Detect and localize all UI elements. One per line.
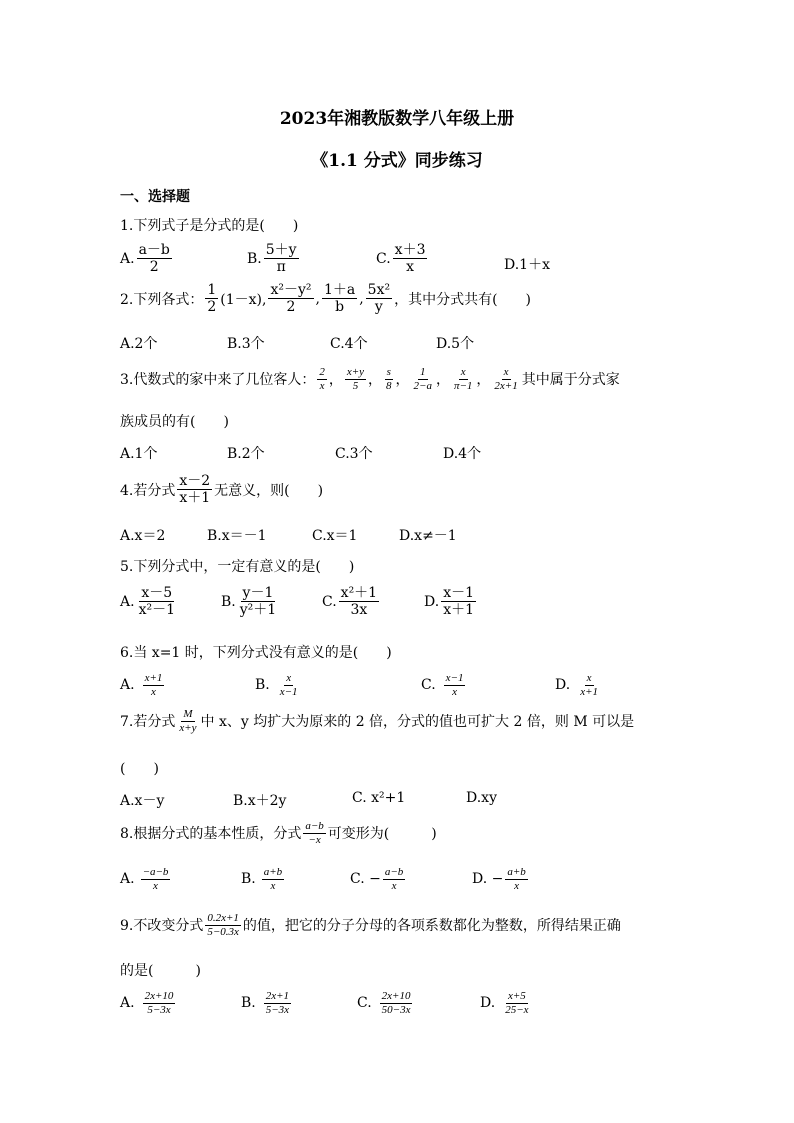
q7-option-b: B.x＋2y [233,793,287,809]
q3-option-c: C.3个 [335,446,373,462]
q6-option-a: A. $\frac{x+1}{x}$ [120,672,163,698]
q3-stem-line2: 族成员的有( ) [120,414,229,430]
q4-option-c: C.x＝1 [312,528,358,544]
q4-option-b: B.x＝－1 [207,528,267,544]
q8-option-d: D. − $\frac{a+b}{x}$ [472,866,526,892]
q9-stem: 9.不改变分式 $\frac{0.2x+1}{5-0.3x}$ 的值，把它的分子分母的各项系数都化为整数，所得结果正确 [120,912,621,938]
q4-option-a: A.x＝2 [120,528,166,544]
q9-option-a: A. $\frac{2x+10}{5-3x}$ [120,990,174,1016]
q5-option-d: D. $\frac{x-1}{x+1}$ [424,585,474,619]
q6-option-b: B. $\frac{x}{x-1}$ [255,672,298,698]
q9-option-d: D. $\frac{x+5}{25-x}$ [480,990,529,1016]
q7-option-a: A.x－y [120,793,165,809]
q6-option-d: D. $\frac{x}{x+1}$ [555,672,598,698]
q9-option-b: B. $\frac{2x+1}{5-3x}$ [241,990,290,1016]
q8-option-b: B. $\frac{a+b}{x}$ [241,866,283,892]
q7-stem: 7.若分式 $\frac{M}{x+y}$ 中 x、y 均扩大为原来的 2 倍，分式的值也可扩大 2 倍，则 M 可以是 [120,708,635,734]
q5-stem: 5.下列分式中，一定有意义的是( ) [120,559,355,575]
q5-option-b: B. $\frac{y-1}{\text{y²＋1}}$ [221,585,277,619]
q1-option-b: B. $\frac{5+y}{\pi}$ [247,242,297,276]
q5-option-a: A. $\frac{x-5}{\text{x²－1}}$ [120,585,175,619]
q9-stem-line2: 的是( ) [120,963,201,979]
q3-option-d: D.4个 [443,446,482,462]
q4-stem: 4.若分式 $\frac{x-2}{x+1}$ 无意义，则( ) [120,473,324,507]
q8-option-a: A. $\frac{-a-b}{x}$ [120,866,169,892]
q3-option-b: B.2个 [227,446,265,462]
q2-option-b: B.3个 [227,336,265,352]
q2-option-c: C.4个 [330,336,368,352]
q2-option-d: D.5个 [436,336,475,352]
q6-stem: 6.当 x=1 时，下列分式没有意义的是( ) [120,645,392,661]
page-title: 2023年湘教版数学八年级上册 [279,109,515,129]
q3-option-a: A.1个 [120,446,158,462]
q7-option-d: D.xy [466,790,497,806]
q9-option-c: C. $\frac{2x+10}{50-3x}$ [357,990,411,1016]
q1-option-d: D.1＋x [504,257,550,273]
q2-stem: 2.下列各式： $\frac{1}{2}$ (1－x), $\frac{\text{x²－y²}}{2}$ , $\frac{1+a}{b}$ , $\frac{\text{5x²}}{y}$ ，其中分式共有( ) [120,282,532,316]
q4-option-d: D.x≠－1 [399,528,457,544]
q3-stem: 3.代数式的家中来了几位客人： $\frac{2}{x}$ ， $\frac{x+y}{5}$ ， $\frac{s}{8}$ ， $\frac{1}{2-a}$ ， $\frac{x}{\pi-1}$ ， $\frac{x}{2x+1}$ 其中属于分式家 [120,366,620,392]
q8-stem: 8.根据分式的基本性质，分式 $\frac{a-b}{-x}$ 可变形为( ) [120,820,437,846]
q1-option-c: C. $\frac{x+3}{x}$ [376,242,426,276]
q1-stem: 1.下列式子是分式的是( ) [120,218,299,234]
q2-option-a: A.2个 [120,336,158,352]
q7-option-c: C. x²+1 [352,790,406,806]
q7-stem-line2: ( ) [120,761,159,777]
section-heading: 一、选择题 [120,189,190,205]
q8-option-c: C. − $\frac{a-b}{x}$ [350,866,404,892]
q5-option-c: C. $\frac{\text{x²＋1}}{3x}$ [322,585,378,619]
page-subtitle: 《1.1 分式》同步练习 [311,151,483,171]
q6-option-c: C. $\frac{x-1}{x}$ [421,672,464,698]
q1-option-a: A. $\frac{a-b}{2}$ [120,242,170,276]
